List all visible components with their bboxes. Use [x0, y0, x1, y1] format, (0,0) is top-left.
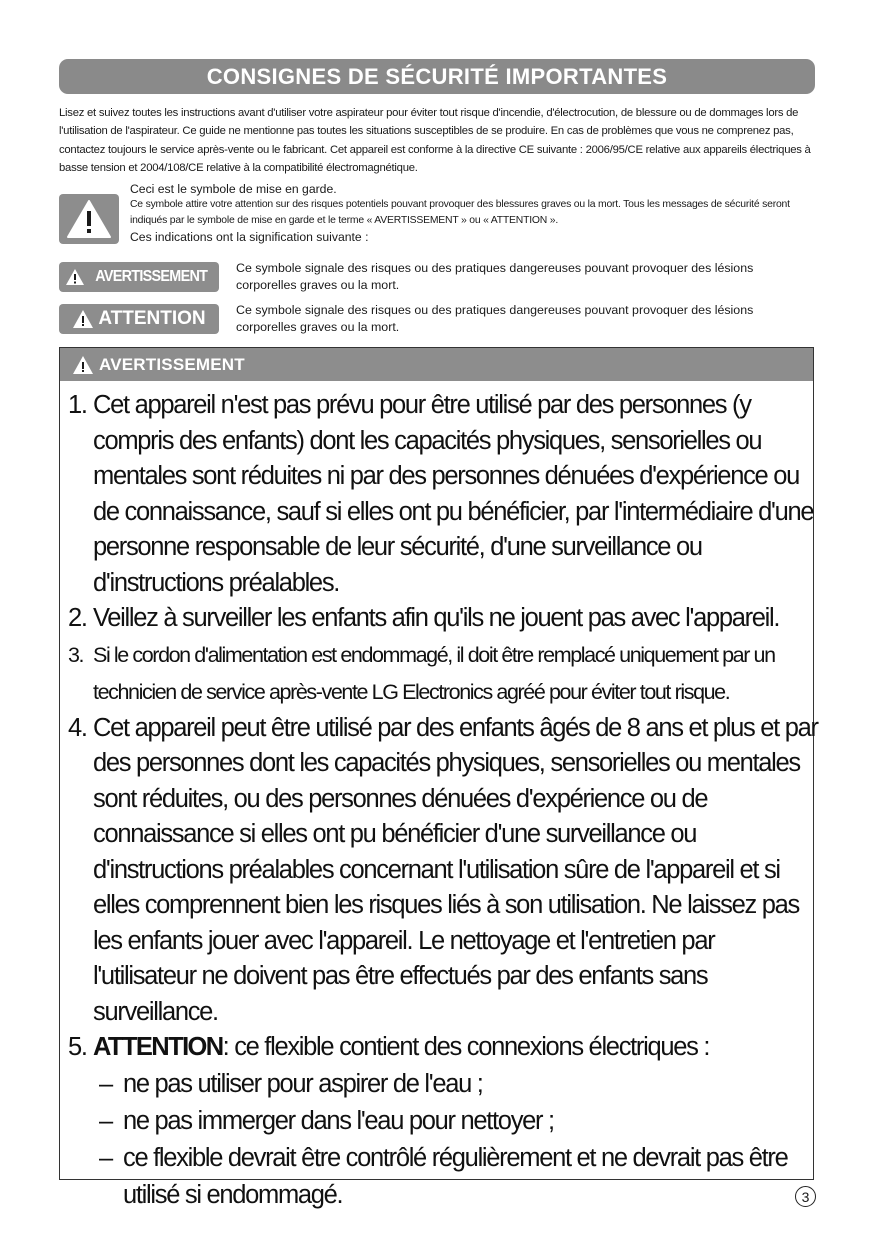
symbol-line-3: Ces indications ont la signification suivante : [130, 230, 369, 244]
warning-section-header [60, 348, 813, 381]
attention-keyword: ATTENTION [93, 1033, 223, 1061]
avertissement-definition: Ce symbole signale des risques ou des pratiques dangereuses pouvant provoquer des lésions corporelles graves ou la mort. [236, 261, 754, 292]
warning-section [59, 347, 818, 1209]
attention-badge [59, 304, 219, 334]
warning-triangle-icon [65, 268, 85, 286]
warning-section-title: AVERTISSEMENT [99, 354, 245, 374]
page-number: 3 [795, 1186, 816, 1207]
avertissement-badge [59, 262, 219, 292]
warning-triangle-icon [66, 199, 112, 239]
symbol-line-1: Ceci est le symbole de mise en garde. [130, 182, 337, 196]
flexible-instructions [93, 1066, 818, 1214]
attention-definition: Ce symbole signale des risques ou des pratiques dangereuses pouvant provoquer des lésions corporelles graves ou la mort. [236, 303, 754, 334]
symbol-explanation [130, 181, 820, 245]
list-item: 5. ATTENTION: ce flexible contient des connexions électriques : [68, 1033, 710, 1061]
page-title: CONSIGNES DE SÉCURITÉ IMPORTANTES [206, 63, 668, 89]
attention-label: ATTENTION [98, 308, 206, 329]
list-item: 1. Cet appareil n'est pas prévu pour être utilisé par des personnes (y compris des enfants) dont les capacités physiques, sensorielles ou mentales sont réduites ni par des personnes dénuées d'expérience ou de connaissance, sauf si elles ont pu bénéficier, par l'intermédiaire d'une personne responsable de leur sécurité, d'une surveillance ou d'instructions préalables. [68, 391, 814, 597]
dash-item: – ne pas utiliser pour aspirer de l'eau ; [99, 1069, 483, 1098]
list-item [68, 1066, 818, 1214]
avertissement-label: AVERTISSEMENT [95, 268, 207, 285]
dash-item: – ne pas immerger dans l'eau pour nettoyer ; [99, 1106, 554, 1135]
warning-triangle-icon [72, 355, 94, 375]
warning-triangle-icon [72, 309, 94, 329]
caution-symbol-box [59, 194, 119, 244]
dash-item: – ce flexible devrait être contrôlé régulièrement et ne devrait pas être utilisé si endommagé. [99, 1143, 788, 1209]
list-item: 3. Si le cordon d'alimentation est endommagé, il doit être remplacé uniquement par un technicien de service après-vente LG Electronics agréé pour éviter tout risque. [68, 642, 775, 704]
symbol-line-2: Ce symbole attire votre attention sur des risques potentiels pouvant provoquer des blessures graves ou la mort. Tous les messages de sécurité seront indiqués par le symbole de mise en garde et le terme « AVERTISSEMENT » ou « ATTENTION ». [130, 199, 790, 226]
page-title-bar [59, 59, 815, 94]
intro-paragraph: Lisez et suivez toutes les instructions avant d'utiliser votre aspirateur pour éviter tout risque d'incendie, d'électrocution, de blessure ou de dommages lors de l'utilisation de l'aspirateur. Ce guide ne mentionne pas toutes les situations susceptibles de se produire. En cas de problèmes que vous ne comprenez pas, contactez toujours le service après-vente ou le fabricant. Cet appareil est conforme à la directive CE suivante : 2006/95/CE relative aux appareils électriques à basse tension et 2004/108/CE relative à la compatibilité électromagnétique. [59, 107, 811, 174]
list-item: 4. Cet appareil peut être utilisé par des enfants âgés de 8 ans et plus et par des personnes dont les capacités physiques, sensorielles ou mentales sont réduites, ou des personnes dénuées d'expérience ou de connaissance si elles ont pu bénéficier d'une surveillance ou d'instructions préalables concernant l'utilisation sûre de l'appareil et si elles comprennent bien les risques liés à son utilisation. Ne laissez pas les enfants jouer avec l'appareil. Le nettoyage et l'entretien par l'utilisateur ne doivent pas être effectués par des enfants sans surveillance. [68, 713, 818, 1026]
warning-list [68, 388, 818, 1214]
list-item: 2. Veillez à surveiller les enfants afin qu'ils ne jouent pas avec l'appareil. [68, 604, 780, 632]
